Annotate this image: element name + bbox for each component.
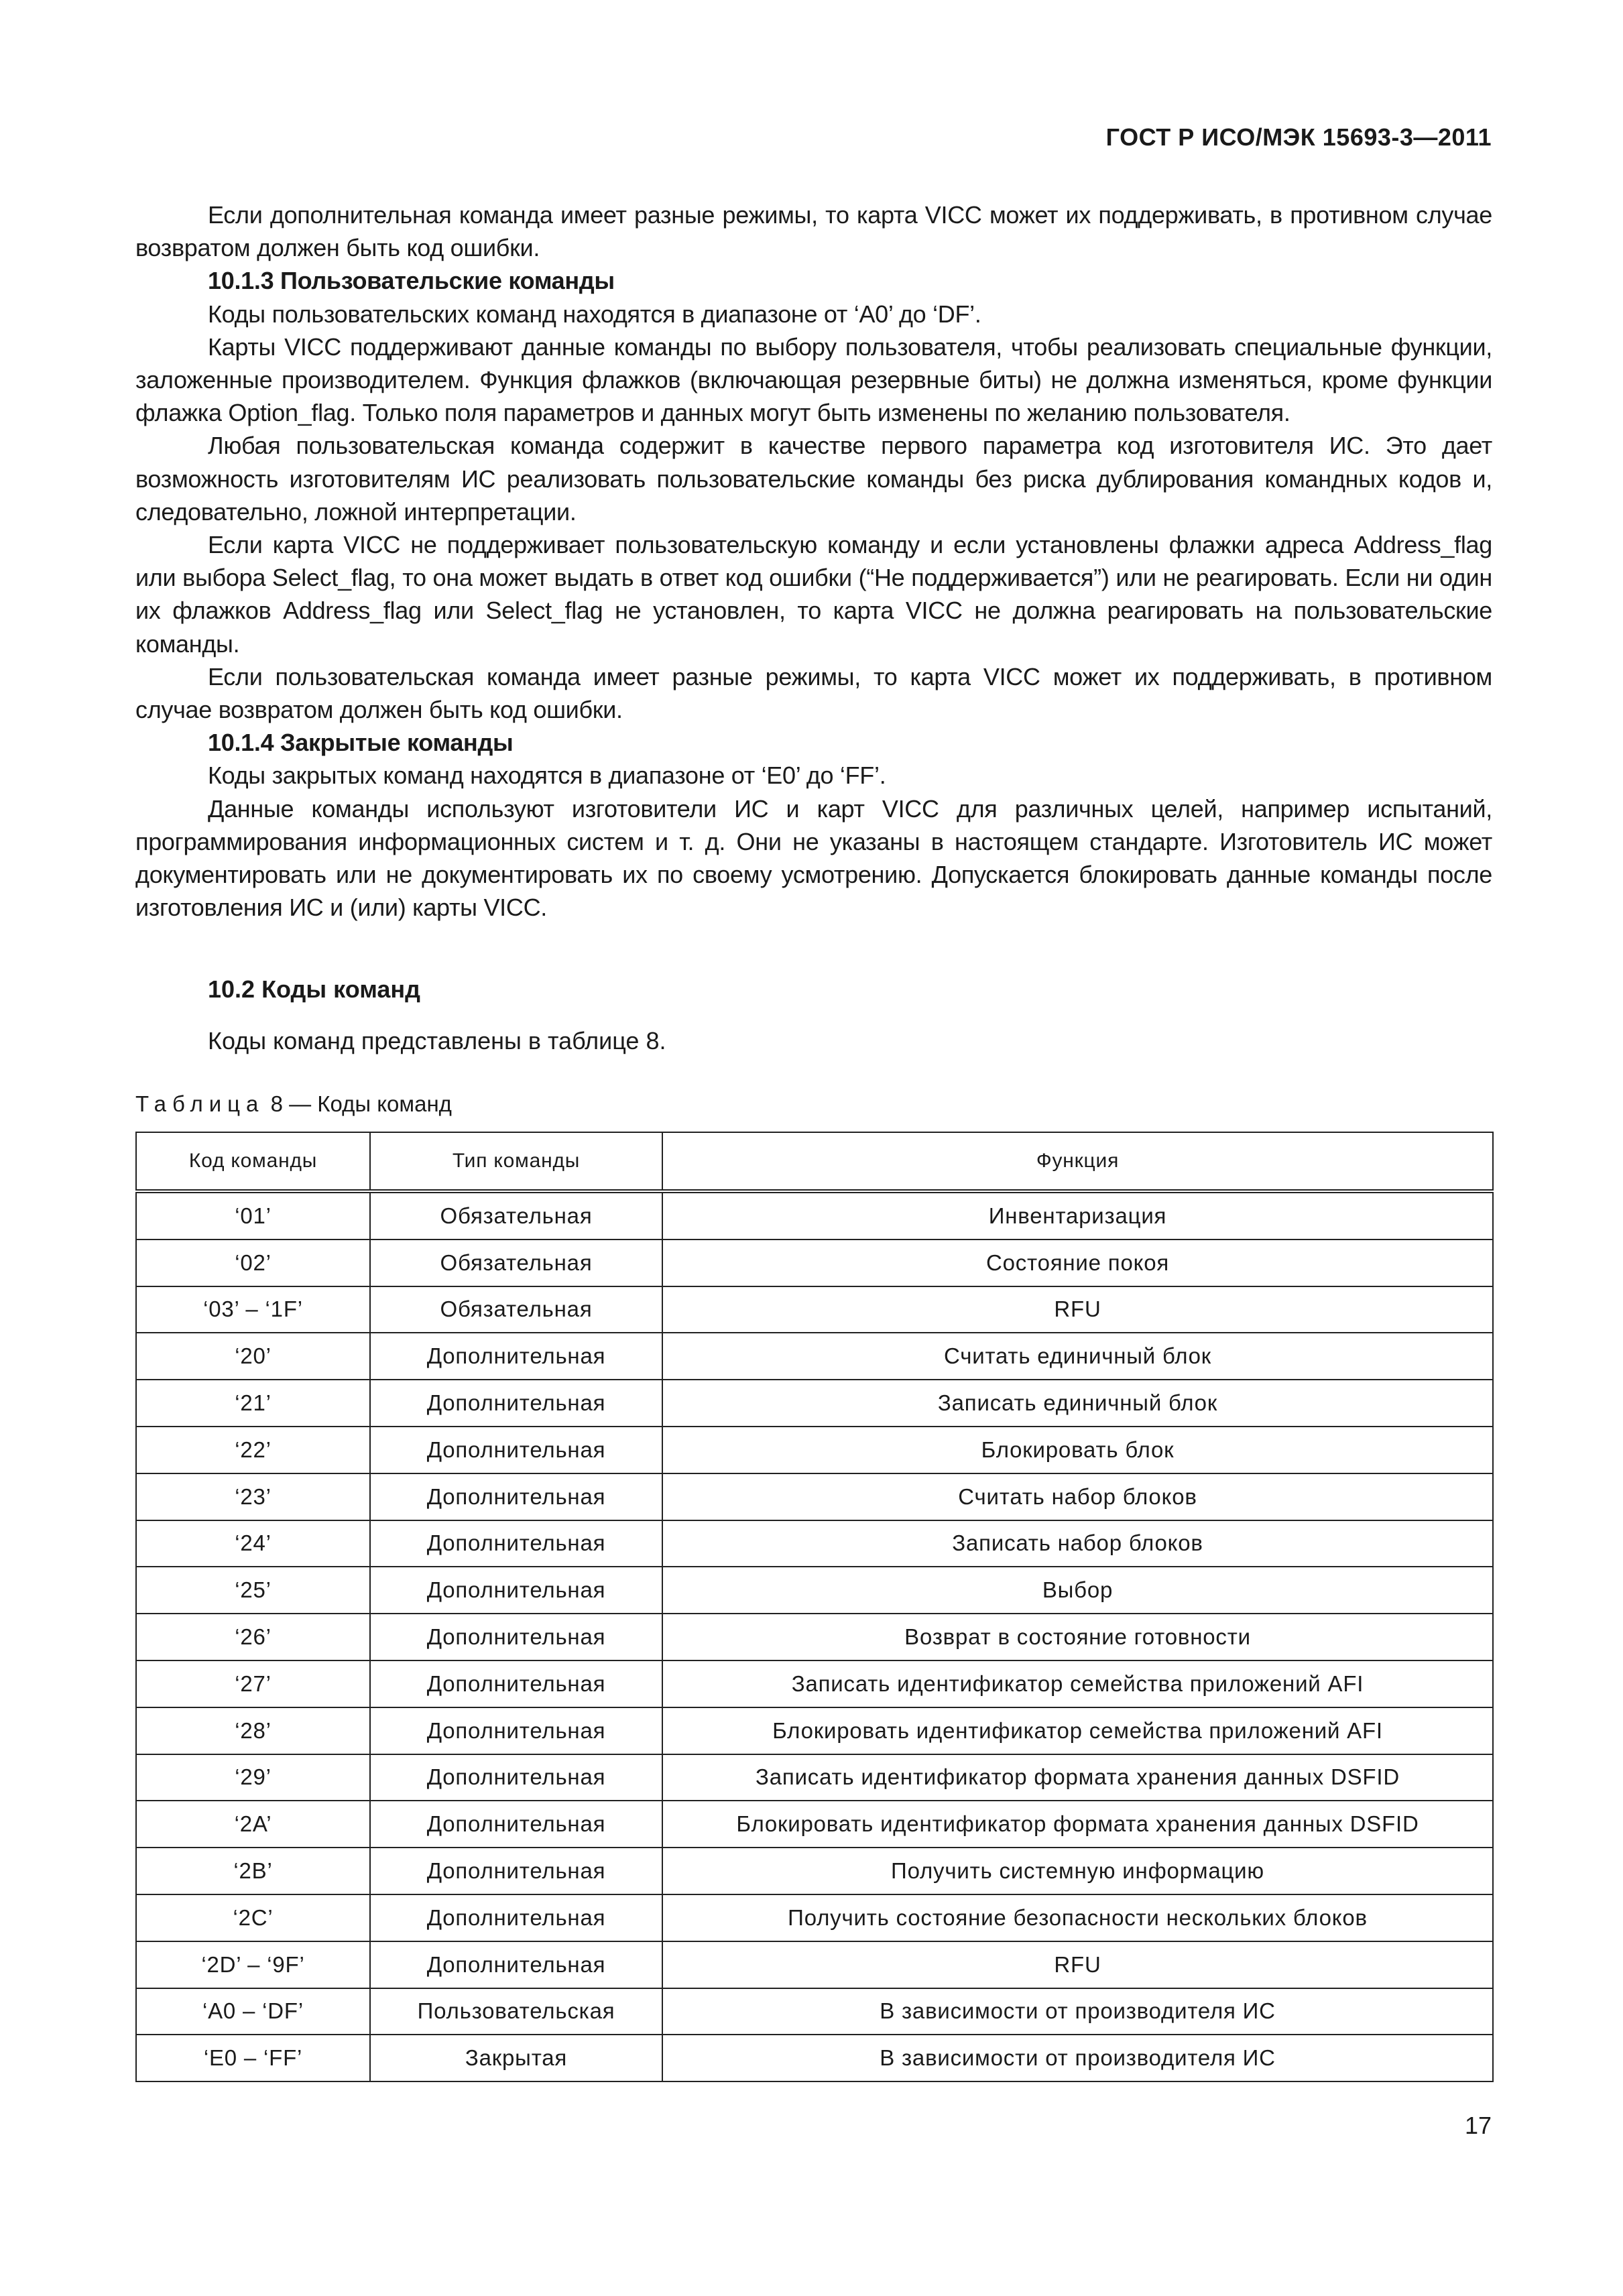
table-caption [135, 1091, 452, 1117]
cell-function: Считать единичный блок [662, 1333, 1493, 1380]
cell-type: Дополнительная [370, 1660, 662, 1707]
cell-function: Считать набор блоков [662, 1473, 1493, 1520]
paragraph: Если пользовательская команда имеет разные режимы, то карта VICC может их поддерживать, в противном случае возвратом должен быть код ошибки. [135, 662, 1492, 724]
cell-code: ‘2B’ [136, 1848, 370, 1894]
table-row [136, 1660, 1493, 1707]
section-heading: 10.2 Коды команд [208, 975, 420, 1003]
table-row [136, 1754, 1493, 1801]
paragraph: Если дополнительная команда имеет разные режимы, то карта VICC может их поддерживать, в противном случае возвратом должен быть код ошибки. [135, 201, 1492, 262]
cell-code: ‘28’ [136, 1707, 370, 1754]
paragraph: Данные команды используют изготовители ИС и карт VICC для различных целей, например испытаний, программирования информационных систем и т. д. Они не указаны в настоящем стандарте. Изготовитель ИС может документировать или не документировать их по своему усмотрению. Допускается блокировать данные команды после изготовления ИС и (или) карты VICC. [135, 794, 1492, 922]
cell-function: Записать набор блоков [662, 1520, 1493, 1567]
header-type: Тип команды [370, 1132, 662, 1191]
cell-code: ‘A0 – ‘DF’ [136, 1988, 370, 2035]
table-row [136, 1707, 1493, 1754]
cell-function: Блокировать блок [662, 1427, 1493, 1473]
cell-type: Дополнительная [370, 1380, 662, 1427]
paragraph: Если карта VICC не поддерживает пользовательскую команду и если установлены флажки адреса Address_flag или выбора Select_flag, то она может выдать в ответ код ошибки (“Не поддерживается”) или не реагировать. Если ни один их флажков Address_flag или Select_flag не установлен, то карта VICC не должна реагировать на пользовательские команды. [135, 531, 1492, 658]
cell-type: Закрытая [370, 2035, 662, 2081]
cell-type: Дополнительная [370, 1427, 662, 1473]
cell-type: Дополнительная [370, 1801, 662, 1848]
cell-function: Получить системную информацию [662, 1848, 1493, 1894]
document-header: ГОСТ Р ИСО/МЭК 15693-3—2011 [1105, 123, 1492, 151]
body-text [135, 198, 1492, 924]
table-row [136, 1240, 1493, 1286]
cell-function: Блокировать идентификатор формата хранения данных DSFID [662, 1801, 1493, 1848]
table-row [136, 1894, 1493, 1941]
cell-type: Обязательная [370, 1286, 662, 1333]
table-caption-title: 8 — Коды команд [270, 1091, 452, 1116]
cell-type: Дополнительная [370, 1707, 662, 1754]
cell-function: В зависимости от производителя ИС [662, 1988, 1493, 2035]
page-number: 17 [1464, 2112, 1492, 2139]
cell-code: ‘24’ [136, 1520, 370, 1567]
table-row [136, 1941, 1493, 1988]
table-row [136, 1191, 1493, 1240]
cell-function: Выбор [662, 1567, 1493, 1614]
cell-type: Дополнительная [370, 1567, 662, 1614]
cell-function: RFU [662, 1286, 1493, 1333]
cell-type: Дополнительная [370, 1473, 662, 1520]
paragraph: Карты VICC поддерживают данные команды по выбору пользователя, чтобы реализовать специальные функции, заложенные производителем. Функция флажков (включающая резервные биты) не должна изменяться, кроме функции флажка Option_flag. Только поля параметров и данных могут быть изменены по желанию пользователя. [135, 333, 1492, 427]
cell-type: Дополнительная [370, 1848, 662, 1894]
table-row [136, 1520, 1493, 1567]
cell-type: Дополнительная [370, 1614, 662, 1660]
cell-function: Инвентаризация [662, 1191, 1493, 1240]
cell-code: ‘25’ [136, 1567, 370, 1614]
cell-type: Пользовательская [370, 1988, 662, 2035]
cell-type: Дополнительная [370, 1894, 662, 1941]
section-text: Коды команд представлены в таблице 8. [208, 1027, 666, 1054]
cell-function: Возврат в состояние готовности [662, 1614, 1493, 1660]
cell-type: Дополнительная [370, 1941, 662, 1988]
paragraph: Любая пользовательская команда содержит в качестве первого параметра код изготовителя ИС. Это дает возможность изготовителям ИС реализовать пользовательские команды без риска дублирования командных кодов и, следовательно, ложной интерпретации. [135, 432, 1492, 526]
cell-code: ‘27’ [136, 1660, 370, 1707]
table-row [136, 1988, 1493, 2035]
cell-function: Получить состояние безопасности нескольких блоков [662, 1894, 1493, 1941]
cell-code: ‘22’ [136, 1427, 370, 1473]
cell-function: Записать идентификатор семейства приложений AFI [662, 1660, 1493, 1707]
paragraph: Коды пользовательских команд находятся в диапазоне от ‘A0’ до ‘DF’. [208, 300, 981, 328]
cell-code: ‘2D’ – ‘9F’ [136, 1941, 370, 1988]
table-header-row [136, 1132, 1493, 1191]
cell-type: Обязательная [370, 1240, 662, 1286]
cell-code: ‘2A’ [136, 1801, 370, 1848]
cell-code: ‘03’ – ‘1F’ [136, 1286, 370, 1333]
table-row [136, 1473, 1493, 1520]
table-row [136, 1427, 1493, 1473]
cell-type: Дополнительная [370, 1754, 662, 1801]
header-function: Функция [662, 1132, 1493, 1191]
command-codes-table [135, 1132, 1494, 2082]
cell-function: Блокировать идентификатор семейства приложений AFI [662, 1707, 1493, 1754]
table-row [136, 1614, 1493, 1660]
cell-code: ‘26’ [136, 1614, 370, 1660]
cell-code: ‘2C’ [136, 1894, 370, 1941]
subsection-heading: 10.1.3 Пользовательские команды [208, 267, 615, 295]
header-code: Код команды [136, 1132, 370, 1191]
cell-function: RFU [662, 1941, 1493, 1988]
table-row [136, 1286, 1493, 1333]
cell-function: Состояние покоя [662, 1240, 1493, 1286]
cell-code: ‘01’ [136, 1191, 370, 1240]
table-caption-prefix: Таблица [135, 1091, 265, 1116]
table-row [136, 1848, 1493, 1894]
cell-code: ‘02’ [136, 1240, 370, 1286]
cell-type: Дополнительная [370, 1520, 662, 1567]
cell-code: ‘21’ [136, 1380, 370, 1427]
paragraph: Коды закрытых команд находятся в диапазоне от ‘E0’ до ‘FF’. [208, 762, 886, 790]
table-row [136, 1801, 1493, 1848]
cell-function: Записать идентификатор формата хранения данных DSFID [662, 1754, 1493, 1801]
cell-code: ‘23’ [136, 1473, 370, 1520]
cell-function: В зависимости от производителя ИС [662, 2035, 1493, 2081]
table-row [136, 1380, 1493, 1427]
table-row [136, 1333, 1493, 1380]
table-row [136, 1567, 1493, 1614]
table-row [136, 2035, 1493, 2081]
cell-function: Записать единичный блок [662, 1380, 1493, 1427]
table-body [136, 1191, 1493, 2081]
cell-type: Обязательная [370, 1191, 662, 1240]
cell-type: Дополнительная [370, 1333, 662, 1380]
cell-code: ‘29’ [136, 1754, 370, 1801]
cell-code: ‘E0 – ‘FF’ [136, 2035, 370, 2081]
cell-code: ‘20’ [136, 1333, 370, 1380]
subsection-heading: 10.1.4 Закрытые команды [208, 729, 514, 757]
